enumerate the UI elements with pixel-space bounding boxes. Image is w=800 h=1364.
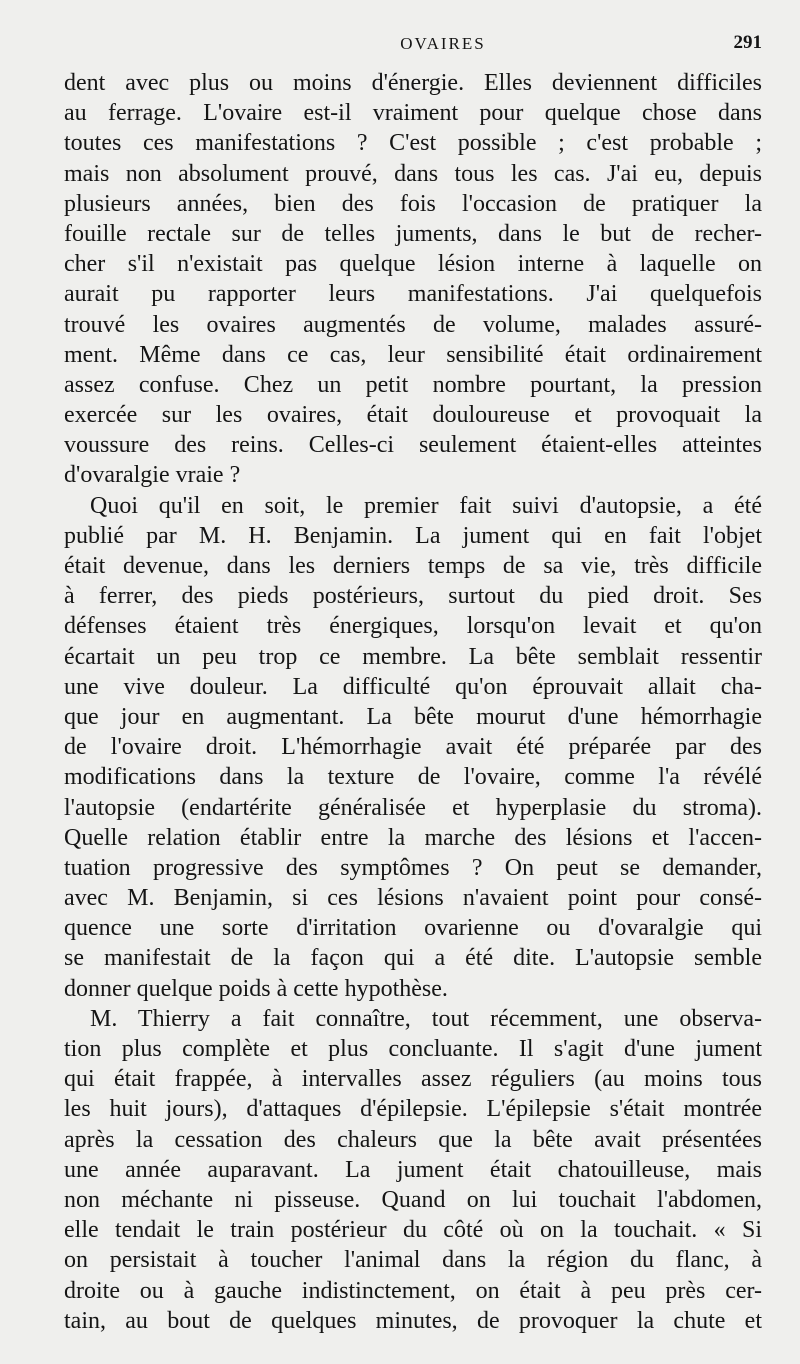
running-title: OVAIRES: [400, 34, 486, 53]
text-line: donner quelque poids à cette hypothèse.: [64, 975, 448, 1002]
text-line: on persistait à toucher l'animal dans la région du flanc, à: [64, 1247, 762, 1274]
text-line: dent avec plus ou moins d'énergie. Elles deviennent difficiles: [64, 70, 762, 96]
text-line: quence une sorte d'irritation ovarienne ou d'ovaralgie qui: [64, 915, 762, 942]
text-line: plusieurs années, bien des fois l'occasion de pratiquer la: [64, 190, 762, 217]
text-line: assez confuse. Chez un petit nombre pourtant, la pression: [64, 371, 762, 398]
text-line: Quoi qu'il en soit, le premier fait suivi d'autopsie, a été: [90, 492, 762, 519]
text-line: de l'ovaire droit. L'hémorrhagie avait été préparée par des: [64, 734, 762, 761]
text-line: elle tendait le train postérieur du côté où on la touchait. « Si: [64, 1217, 762, 1244]
text-line: trouvé les ovaires augmentés de volume, malades assuré-: [64, 311, 762, 338]
text-line: une année auparavant. La jument était chatouilleuse, mais: [64, 1156, 762, 1183]
text-line: exercée sur les ovaires, était douloureuse et provoquait la: [64, 402, 762, 429]
text-line: modifications dans la texture de l'ovaire, comme l'a révélé: [64, 764, 762, 791]
text-line: défenses étaient très énergiques, lorsqu'on levait et qu'on: [64, 613, 762, 640]
text-line: tion plus complète et plus concluante. Il s'agit d'une jument: [64, 1036, 762, 1062]
text-line: d'ovaralgie vraie ?: [64, 462, 241, 489]
text-line: droite ou à gauche indistinctement, on était à peu près cer-: [64, 1277, 762, 1304]
text-line: que jour en augmentant. La bête mourut d'une hémorrhagie: [64, 703, 762, 730]
text-line: M. Thierry a fait connaître, tout récemment, une observa-: [90, 1005, 762, 1032]
text-line: se manifestait de la façon qui a été dite. L'autopsie semble: [64, 945, 762, 972]
text-line: mais non absolument prouvé, dans tous les cas. J'ai eu, depuis: [64, 160, 762, 187]
text-line: l'autopsie (endartérite généralisée et hyperplasie du stroma).: [64, 794, 762, 821]
text-line: après la cessation des chaleurs que la bête avait présentées: [64, 1126, 762, 1153]
text-line: écartait un peu trop ce membre. La bête semblait ressentir: [64, 643, 762, 670]
text-line: qui était frappée, à intervalles assez réguliers (au moins tous: [64, 1066, 762, 1093]
text-line: les huit jours), d'attaques d'épilepsie. L'épilepsie s'était montrée: [64, 1096, 762, 1123]
text-line: voussure des reins. Celles-ci seulement étaient-elles atteintes: [64, 432, 762, 459]
text-line: avec M. Benjamin, si ces lésions n'avaient point pour consé-: [64, 885, 762, 912]
page-number: 291: [733, 32, 762, 53]
text-line: publié par M. H. Benjamin. La jument qui en fait l'objet: [64, 522, 762, 549]
text-line: ment. Même dans ce cas, leur sensibilité était ordinairement: [64, 341, 762, 368]
text-line: à ferrer, des pieds postérieurs, surtout du pied droit. Ses: [64, 583, 762, 610]
text-line: cher s'il n'existait pas quelque lésion interne à laquelle on: [64, 251, 762, 278]
text-line: Quelle relation établir entre la marche des lésions et l'accen-: [64, 824, 762, 851]
text-line: aurait pu rapporter leurs manifestations. J'ai quelquefois: [64, 281, 762, 308]
text-line: tain, au bout de quelques minutes, de provoquer la chute et: [64, 1307, 762, 1334]
text-line: tuation progressive des symptômes ? On peut se demander,: [64, 854, 762, 881]
text-line: non méchante ni pisseuse. Quand on lui touchait l'abdomen,: [64, 1186, 762, 1213]
text-line: une vive douleur. La difficulté qu'on éprouvait allait cha-: [64, 673, 762, 700]
text-line: au ferrage. L'ovaire est-il vraiment pour quelque chose dans: [64, 100, 762, 127]
text-line: était devenue, dans les derniers temps de sa vie, très difficile: [64, 553, 762, 579]
text-line: toutes ces manifestations ? C'est possible ; c'est probable ;: [64, 130, 762, 157]
text-line: fouille rectale sur de telles juments, dans le but de recher-: [64, 220, 762, 247]
running-header: [64, 30, 762, 60]
body-text: [64, 68, 762, 1336]
